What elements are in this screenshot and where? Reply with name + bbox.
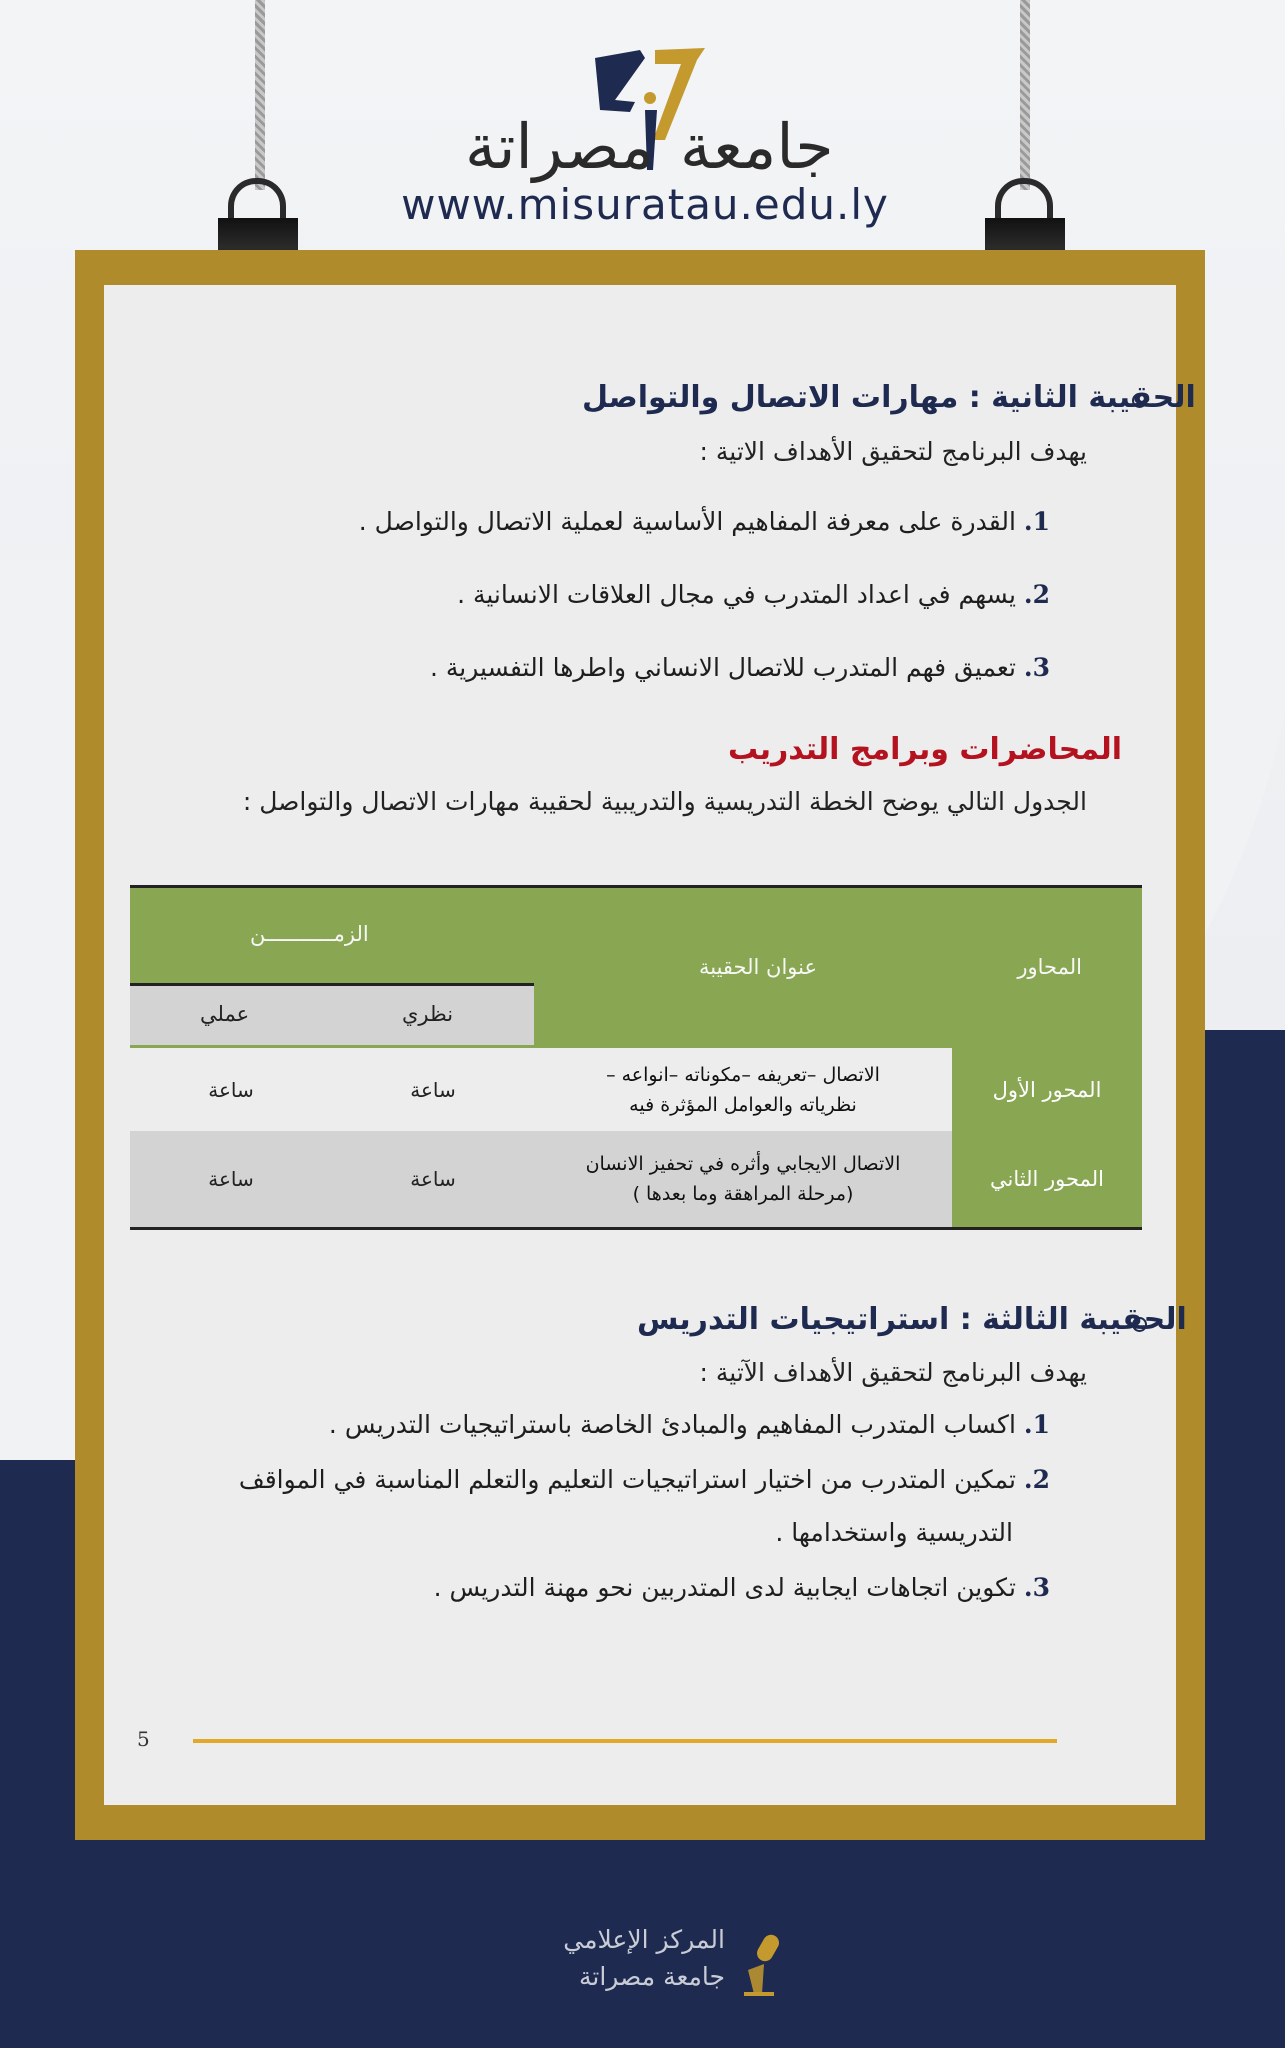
item-text: القدرة على معرفة المفاهيم الأساسية لعملية الاتصال والتواصل . [358, 507, 1016, 536]
microphone-icon [740, 1930, 790, 2000]
table-row [130, 1048, 1142, 1131]
section3-item-2-continued: التدريسية واستخدامها . [775, 1518, 1013, 1547]
row-axis: المحور الثاني [952, 1131, 1142, 1227]
section3-item-3 [434, 1573, 1050, 1602]
university-name-label: جامعة مصراتة [578, 1962, 725, 1991]
item-text: اكساب المتدرب المفاهيم والمبادئ الخاصة باستراتيجيات التدريس . [328, 1410, 1016, 1439]
lectures-title: المحاضرات وبرامج التدريب [728, 732, 1122, 767]
hanging-string-right [1020, 0, 1030, 190]
page-number: 5 [137, 1727, 150, 1751]
row-title-line1: الاتصال –تعريفه –مكوناته –انواعه – [606, 1063, 880, 1086]
table-top-border [130, 885, 1142, 888]
lectures-intro: الجدول التالي يوضح الخطة التدريسية والتدريبية لحقيبة مهارات الاتصال والتواصل : [242, 787, 1087, 816]
logo-name-right: جامعة [680, 110, 834, 183]
item-number: 1. [1023, 507, 1050, 536]
row-title-line2: نظرياته والعوامل المؤثرة فيه [629, 1093, 857, 1116]
table-bottom-border [130, 1227, 1142, 1230]
website-url[interactable]: www.misuratau.edu.ly [401, 180, 889, 229]
section3-item-1 [329, 1410, 1050, 1439]
section2-item-1 [359, 507, 1050, 536]
table-subheader [130, 985, 534, 1045]
section3-item-2 [239, 1465, 1050, 1494]
item-text: تمكين المتدرب من اختيار استراتيجيات التعليم والتعلم المناسبة في المواقف [238, 1465, 1016, 1494]
section2-title: الحقيبة الثانية : مهارات الاتصال والتواصل [582, 380, 1196, 415]
training-plan-table [130, 885, 1142, 1230]
row-title-line2: (مرحلة المراهقة وما بعدها ) [632, 1183, 854, 1205]
item-number: 3. [1023, 653, 1050, 682]
section3-intro: يهدف البرنامج لتحقيق الأهداف الآتية : [699, 1358, 1087, 1387]
header-practical: عملي [200, 1002, 250, 1026]
section2-intro: يهدف البرنامج لتحقيق الأهداف الاتية : [699, 437, 1087, 466]
row-practical: ساعة [208, 1167, 254, 1191]
media-center-label: المركز الإعلامي [563, 1925, 725, 1954]
row-title [534, 1131, 952, 1227]
footer-gold-line [193, 1739, 1057, 1743]
item-text: تكوين اتجاهات ايجابية لدى المتدربين نحو مهنة التدريس . [433, 1573, 1016, 1602]
table-row [130, 1131, 1142, 1227]
university-logo [400, 40, 890, 230]
row-title-line1: الاتصال الايجابي وأثره في تحفيز الانسان [585, 1153, 901, 1175]
item-number: 2. [1023, 1465, 1050, 1494]
header-bag-title: عنوان الحقيبة [699, 955, 817, 979]
hanging-string-left [255, 0, 265, 190]
table-subheader-divider [130, 983, 534, 986]
item-text: تعميق فهم المتدرب للاتصال الانساني واطرها التفسيرية . [429, 653, 1016, 682]
item-number: 1. [1023, 1410, 1050, 1439]
section2-item-3 [430, 653, 1050, 682]
header-time: الزمـــــــــــن [250, 922, 369, 946]
header-theory: نظري [402, 1002, 454, 1026]
row-theory: ساعة [410, 1167, 456, 1191]
header-axes: المحاور [1017, 955, 1082, 979]
row-axis: المحور الأول [952, 1048, 1142, 1131]
item-number: 3. [1023, 1573, 1050, 1602]
item-text: يسهم في اعداد المتدرب في مجال العلاقات الانسانية . [457, 580, 1016, 609]
section2-item-2 [457, 580, 1050, 609]
row-theory: ساعة [410, 1077, 456, 1102]
item-number: 2. [1023, 580, 1050, 609]
logo-name-left: مصراتة [465, 110, 654, 183]
row-practical: ساعة [208, 1077, 254, 1102]
section3-title: الحقيبة الثالثة : استراتيجيات التدريس [637, 1302, 1187, 1337]
row-title [534, 1048, 952, 1131]
